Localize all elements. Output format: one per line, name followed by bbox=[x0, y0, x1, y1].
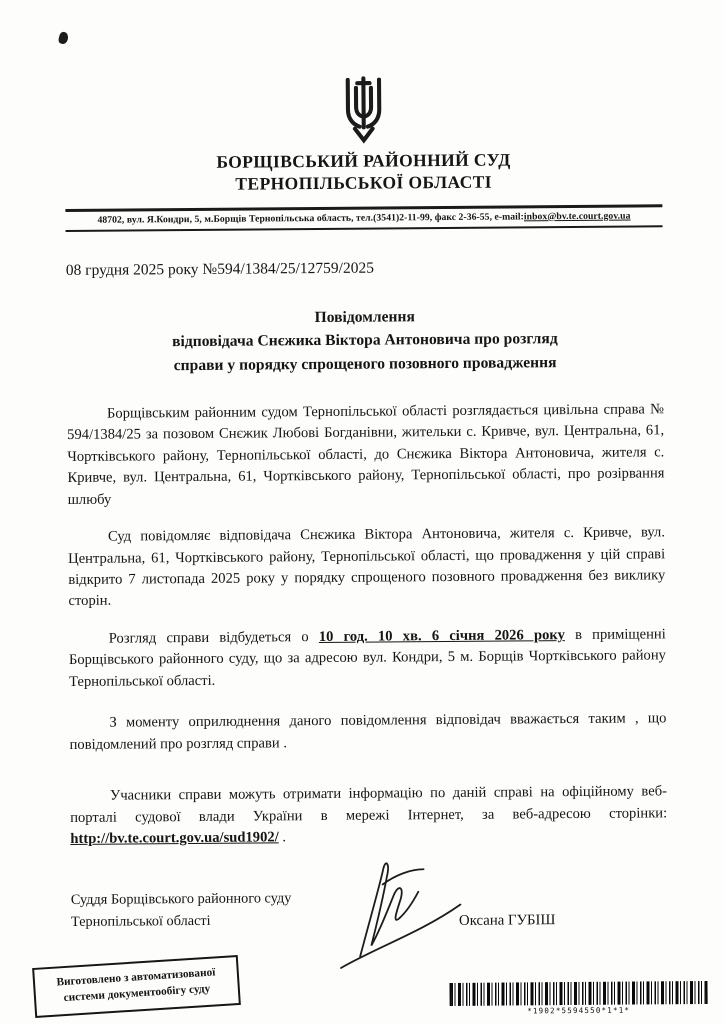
notice-title bbox=[66, 303, 664, 378]
court-address-text: 48702, вул. Я.Кондри, 5, м.Борщів Тернопільська область, тел.(3541)2-11-99, факс 2-36-55, e-mail: bbox=[97, 211, 524, 226]
judge-title-line1: Суддя Борщівського районного суду bbox=[70, 890, 292, 909]
paragraph-5-text: Учасники справи можуть отримати інформацію по даній справі на офіційному веб-порталі судової влади України в мережі Інтернет, за веб-адресою сторінки: bbox=[70, 783, 668, 826]
paragraph-3-text-after: в приміщенні Борщівського районного суду, що за адресою вул. Кондри, 5 м. Борщів Чортківського району Тернопільської області. bbox=[68, 626, 666, 690]
body-paragraph-1: Борщівським районним судом Тернопільської області розглядається цивільна справа № 594/1384/25 за позовом Снєжик Любові Богданівни, жительки с. Кривче, вул. Центральна, 61, Чортківського району, Тернопільської області, до Снєжика Віктора Антоновича, жителя с. Кривче, вул. Центральна, 61, Чортківського району, Тернопільської області, про розірвання шлюбу bbox=[67, 401, 665, 508]
notice-title-line3: справи у порядку спрощеного позовного провадження bbox=[173, 353, 557, 374]
notice-title-line2: відповідача Снєжика Віктора Антоновича про розгляд bbox=[172, 330, 558, 351]
automation-system-stamp bbox=[32, 955, 241, 1018]
barcode bbox=[449, 981, 707, 1016]
court-portal-url: http://bv.te.court.gov.ua/sud1902/ bbox=[70, 829, 279, 847]
paragraph-5-text-after: . bbox=[278, 829, 287, 846]
court-email: inbox@bv.te.court.gov.ua bbox=[523, 210, 631, 223]
stamp-line1: Виготовлено з автоматизованої bbox=[56, 966, 216, 989]
body-paragraph-2: Суд повідомляє відповідача Снєжика Віктора Антоновича, жителя с. Кривче, вул. Центральна, 61, Чортківського району, Тернопільської області, що провадження у цій справі відкрито 7 листопада 2025 року у порядку спрощеного позовного провадження без виклику сторін. bbox=[68, 524, 666, 610]
notice-title-line1: Повідомлення bbox=[314, 308, 415, 326]
document-content bbox=[56, 29, 669, 1024]
body-paragraph-3 bbox=[69, 624, 666, 693]
court-address-line bbox=[65, 204, 662, 232]
document-footer bbox=[56, 956, 669, 1024]
judge-title-line2: Тернопільської області bbox=[70, 912, 211, 930]
body-paragraph-5 bbox=[70, 781, 667, 850]
hearing-datetime: 10 год. 10 хв. 6 січня 2026 року bbox=[318, 626, 565, 645]
judge-name: Оксана ГУБІШ bbox=[458, 912, 556, 930]
barcode-text: *1902*5594550*1*1* bbox=[527, 1005, 631, 1016]
court-name-line1: БОРЩІВСЬКИЙ РАЙОННИЙ СУД bbox=[216, 149, 511, 172]
court-name-line2: ТЕРНОПІЛЬСЬКОЇ ОБЛАСТІ bbox=[235, 172, 493, 195]
barcode-bars bbox=[449, 981, 707, 1006]
date-and-case-number: 08 грудня 2025 року №594/1384/25/12759/2025 bbox=[65, 259, 374, 279]
paragraph-3-text: Розгляд справи відбудеться о bbox=[108, 628, 319, 647]
signature-block bbox=[71, 886, 669, 961]
ukraine-trident-emblem bbox=[336, 75, 391, 143]
body-paragraph-4: З моменту оприлюднення даного повідомлення відповідач вважається таким , що повідомлений про розгляд справи . bbox=[69, 710, 667, 753]
stamp-line2: системи документообігу суду bbox=[63, 982, 211, 1005]
court-name bbox=[65, 147, 662, 196]
